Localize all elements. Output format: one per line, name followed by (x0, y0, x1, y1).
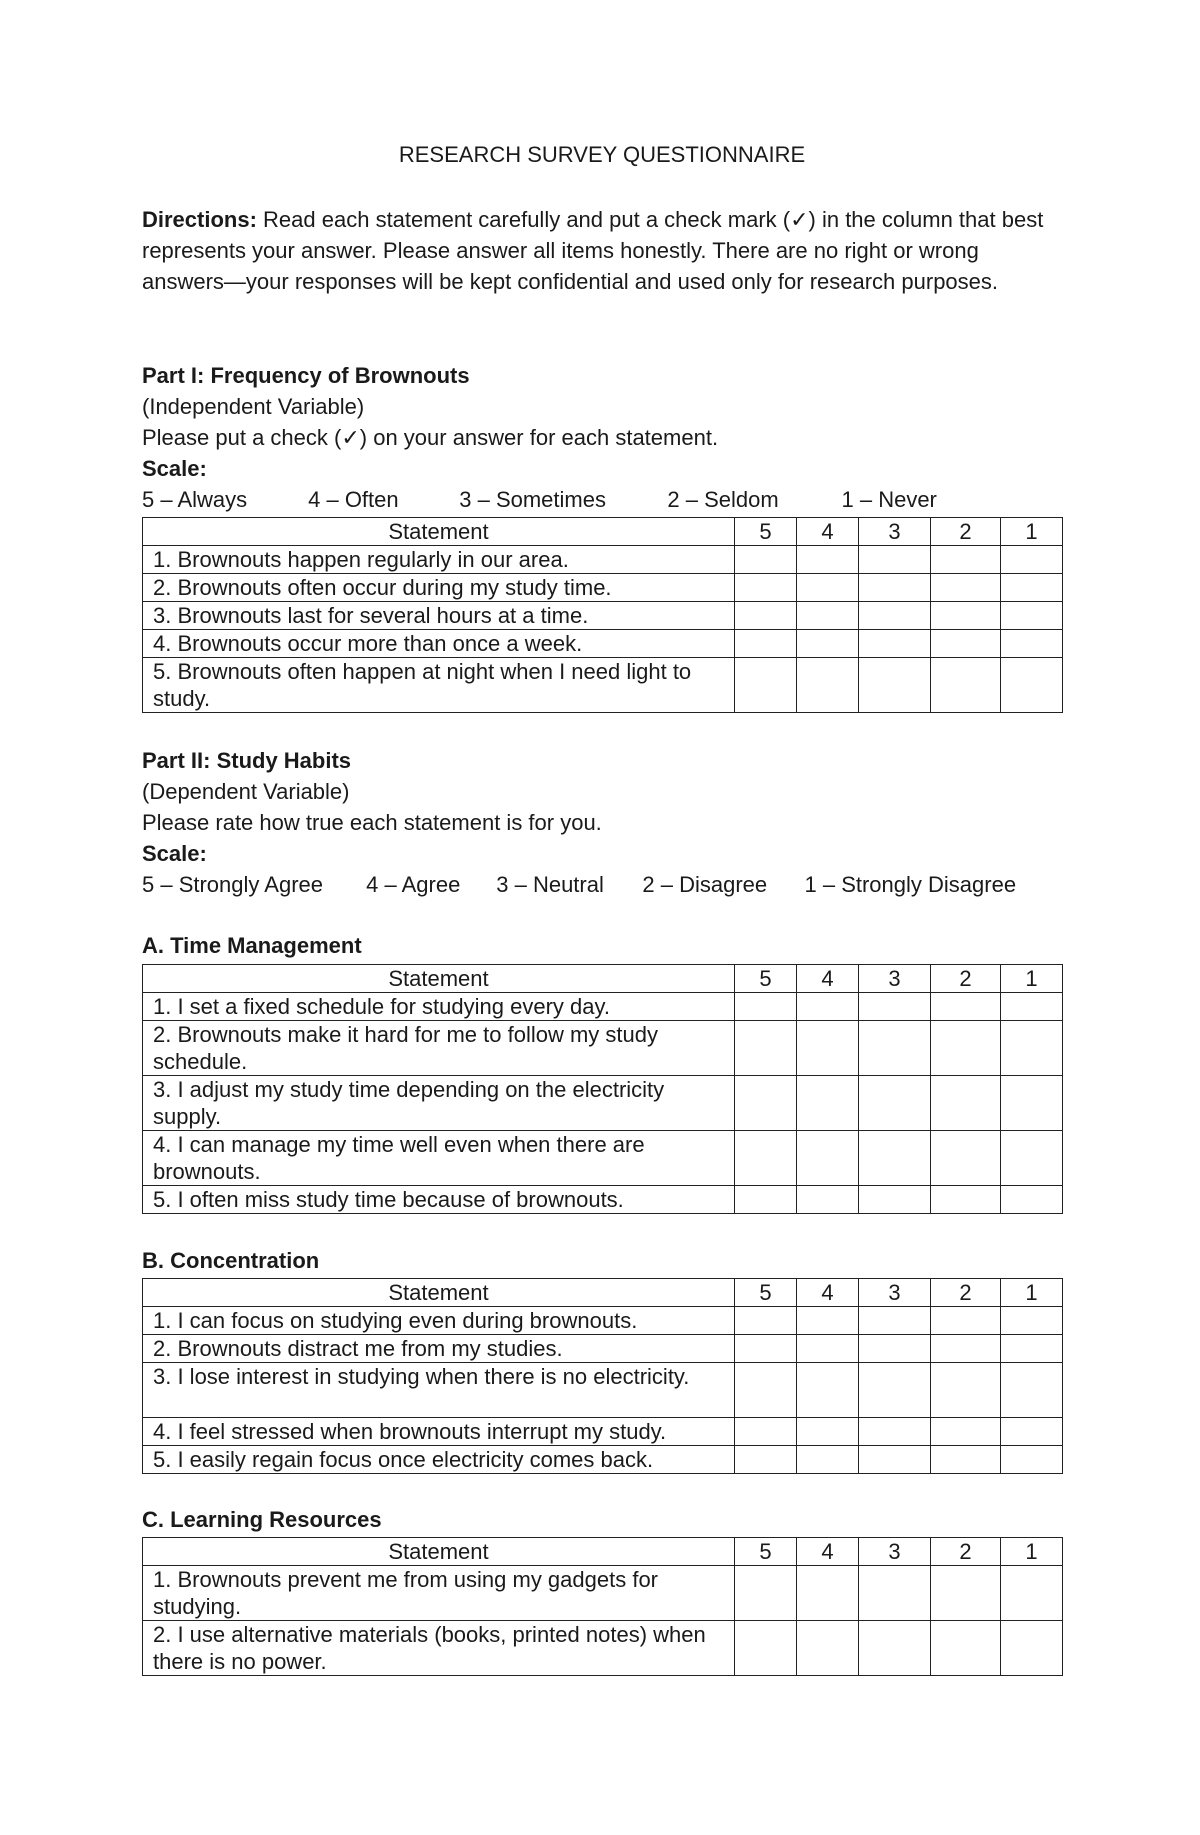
option-header: 1 (1001, 1279, 1063, 1307)
rating-cell-5[interactable] (735, 1021, 797, 1076)
rating-cell-3[interactable] (859, 1621, 931, 1676)
rating-cell-2[interactable] (931, 630, 1001, 658)
part1-header (142, 360, 1062, 515)
rating-cell-5[interactable] (735, 1418, 797, 1446)
rating-cell-4[interactable] (797, 1621, 859, 1676)
rating-cell-3[interactable] (859, 658, 931, 713)
rating-cell-2[interactable] (931, 658, 1001, 713)
rating-cell-5[interactable] (735, 602, 797, 630)
rating-cell-3[interactable] (859, 1131, 931, 1186)
scale-item: 5 – Strongly Agree (142, 872, 324, 897)
rating-cell-1[interactable] (1001, 1621, 1063, 1676)
rating-cell-4[interactable] (797, 1566, 859, 1621)
rating-cell-1[interactable] (1001, 1335, 1063, 1363)
rating-cell-4[interactable] (797, 658, 859, 713)
part1-variable: (Independent Variable) (142, 394, 365, 419)
statement-cell: 5. I often miss study time because of brownouts. (143, 1186, 735, 1214)
rating-cell-1[interactable] (1001, 1363, 1063, 1418)
option-header: 3 (859, 518, 931, 546)
table-row (143, 1363, 1063, 1418)
part1-instruction: Please put a check (✓) on your answer for each statement. (142, 425, 719, 450)
table-header-row (143, 1279, 1063, 1307)
option-header: 5 (735, 965, 797, 993)
scale-item: 3 – Sometimes (459, 487, 606, 512)
rating-cell-5[interactable] (735, 630, 797, 658)
rating-cell-2[interactable] (931, 1621, 1001, 1676)
rating-cell-3[interactable] (859, 993, 931, 1021)
rating-cell-2[interactable] (931, 1566, 1001, 1621)
scale-item: 3 – Neutral (496, 872, 604, 897)
part1-scale (142, 484, 1062, 515)
rating-cell-4[interactable] (797, 1021, 859, 1076)
rating-cell-2[interactable] (931, 1076, 1001, 1131)
scale-item: 5 – Always (142, 487, 248, 512)
rating-cell-1[interactable] (1001, 1021, 1063, 1076)
scale-item: 4 – Often (308, 487, 399, 512)
rating-cell-5[interactable] (735, 1446, 797, 1474)
rating-cell-3[interactable] (859, 1076, 931, 1131)
option-header: 2 (931, 1538, 1001, 1566)
table-row (143, 1186, 1063, 1214)
statement-cell: 4. I feel stressed when brownouts interrupt my study. (143, 1418, 735, 1446)
table-row (143, 1418, 1063, 1446)
rating-cell-5[interactable] (735, 658, 797, 713)
rating-cell-2[interactable] (931, 1363, 1001, 1418)
rating-cell-1[interactable] (1001, 1418, 1063, 1446)
rating-cell-1[interactable] (1001, 574, 1063, 602)
concentration-table (142, 1278, 1063, 1474)
statement-cell: 4. Brownouts occur more than once a week. (143, 630, 735, 658)
rating-cell-5[interactable] (735, 1335, 797, 1363)
option-header: 4 (797, 1538, 859, 1566)
statement-header: Statement (143, 1538, 735, 1566)
rating-cell-4[interactable] (797, 1076, 859, 1131)
directions-text: Read each statement carefully and put a check mark (✓) in the column that best represents your answer. Please answer all items honestly. There are no right or wrong answers—your responses will be kept confidential and used only for research purposes. (142, 207, 1044, 294)
table-row (143, 630, 1063, 658)
rating-cell-4[interactable] (797, 1186, 859, 1214)
rating-cell-3[interactable] (859, 1446, 931, 1474)
rating-cell-1[interactable] (1001, 1131, 1063, 1186)
option-header: 2 (931, 518, 1001, 546)
statement-cell: 2. I use alternative materials (books, printed notes) when there is no power. (143, 1621, 735, 1676)
statement-cell: 3. I adjust my study time depending on the electricity supply. (143, 1076, 735, 1131)
table-row (143, 546, 1063, 574)
scale-item: 2 – Disagree (642, 872, 768, 897)
scale-item: 4 – Agree (366, 872, 461, 897)
option-header: 5 (735, 1279, 797, 1307)
rating-cell-2[interactable] (931, 993, 1001, 1021)
rating-cell-4[interactable] (797, 993, 859, 1021)
rating-cell-1[interactable] (1001, 993, 1063, 1021)
part1-scale-label: Scale: (142, 456, 207, 481)
option-header: 3 (859, 1538, 931, 1566)
option-header: 2 (931, 1279, 1001, 1307)
rating-cell-3[interactable] (859, 1566, 931, 1621)
part2-scale-label: Scale: (142, 841, 207, 866)
rating-cell-5[interactable] (735, 1566, 797, 1621)
table-row (143, 1566, 1063, 1621)
scale-item: 2 – Seldom (667, 487, 779, 512)
part2-instruction: Please rate how true each statement is for you. (142, 810, 602, 835)
table-row (143, 574, 1063, 602)
table-row (143, 1621, 1063, 1676)
rating-cell-3[interactable] (859, 1418, 931, 1446)
option-header: 5 (735, 1538, 797, 1566)
rating-cell-3[interactable] (859, 1186, 931, 1214)
section-b-heading: B. Concentration (142, 1248, 320, 1273)
rating-cell-3[interactable] (859, 1363, 931, 1418)
rating-cell-4[interactable] (797, 1363, 859, 1418)
rating-cell-5[interactable] (735, 1363, 797, 1418)
table-row (143, 1307, 1063, 1335)
rating-cell-1[interactable] (1001, 1446, 1063, 1474)
statement-cell: 1. Brownouts prevent me from using my gadgets for studying. (143, 1566, 735, 1621)
rating-cell-4[interactable] (797, 1418, 859, 1446)
rating-cell-2[interactable] (931, 1446, 1001, 1474)
part2-heading: Part II: Study Habits (142, 748, 352, 773)
rating-cell-1[interactable] (1001, 602, 1063, 630)
statement-cell: 1. I set a fixed schedule for studying every day. (143, 993, 735, 1021)
rating-cell-4[interactable] (797, 1446, 859, 1474)
rating-cell-1[interactable] (1001, 546, 1063, 574)
rating-cell-2[interactable] (931, 602, 1001, 630)
rating-cell-5[interactable] (735, 1076, 797, 1131)
time-management-table (142, 964, 1063, 1214)
rating-cell-3[interactable] (859, 1307, 931, 1335)
statement-cell: 2. Brownouts make it hard for me to follow my study schedule. (143, 1021, 735, 1076)
rating-cell-3[interactable] (859, 630, 931, 658)
option-header: 4 (797, 965, 859, 993)
rating-cell-5[interactable] (735, 574, 797, 602)
statement-cell: 2. Brownouts distract me from my studies. (143, 1335, 735, 1363)
table-row (143, 993, 1063, 1021)
rating-cell-5[interactable] (735, 1307, 797, 1335)
statement-header: Statement (143, 518, 735, 546)
rating-cell-1[interactable] (1001, 630, 1063, 658)
rating-cell-5[interactable] (735, 1186, 797, 1214)
rating-cell-5[interactable] (735, 993, 797, 1021)
table-row (143, 1021, 1063, 1076)
part2-scale (142, 869, 1062, 900)
rating-cell-4[interactable] (797, 1131, 859, 1186)
rating-cell-1[interactable] (1001, 1186, 1063, 1214)
statement-cell: 5. I easily regain focus once electricity comes back. (143, 1446, 735, 1474)
rating-cell-1[interactable] (1001, 1076, 1063, 1131)
option-header: 1 (1001, 965, 1063, 993)
rating-cell-2[interactable] (931, 1335, 1001, 1363)
part2-header (142, 745, 1062, 900)
rating-cell-3[interactable] (859, 546, 931, 574)
table-header-row (143, 518, 1063, 546)
part1-heading: Part I: Frequency of Brownouts (142, 363, 470, 388)
table-row (143, 1335, 1063, 1363)
rating-cell-3[interactable] (859, 602, 931, 630)
table-row (143, 1446, 1063, 1474)
statement-cell: 1. Brownouts happen regularly in our area. (143, 546, 735, 574)
option-header: 3 (859, 1279, 931, 1307)
rating-cell-2[interactable] (931, 574, 1001, 602)
table-row (143, 1076, 1063, 1131)
rating-cell-4[interactable] (797, 574, 859, 602)
statement-cell: 3. I lose interest in studying when there is no electricity. (143, 1363, 735, 1418)
statement-header: Statement (143, 965, 735, 993)
section-c-heading: C. Learning Resources (142, 1507, 382, 1532)
option-header: 3 (859, 965, 931, 993)
rating-cell-4[interactable] (797, 602, 859, 630)
rating-cell-4[interactable] (797, 630, 859, 658)
directions-label: Directions: (142, 207, 257, 232)
option-header: 1 (1001, 1538, 1063, 1566)
table-header-row (143, 965, 1063, 993)
part1-table (142, 517, 1063, 713)
statement-cell: 2. Brownouts often occur during my study time. (143, 574, 735, 602)
rating-cell-5[interactable] (735, 1621, 797, 1676)
table-row (143, 602, 1063, 630)
rating-cell-3[interactable] (859, 1021, 931, 1076)
option-header: 2 (931, 965, 1001, 993)
option-header: 1 (1001, 518, 1063, 546)
option-header: 4 (797, 518, 859, 546)
rating-cell-5[interactable] (735, 546, 797, 574)
page-title: RESEARCH SURVEY QUESTIONNAIRE (398, 142, 806, 167)
rating-cell-2[interactable] (931, 1307, 1001, 1335)
directions-paragraph (142, 204, 1062, 297)
scale-item: 1 – Never (841, 487, 937, 512)
rating-cell-3[interactable] (859, 574, 931, 602)
rating-cell-4[interactable] (797, 1335, 859, 1363)
table-row (143, 1131, 1063, 1186)
learning-resources-table (142, 1537, 1063, 1676)
rating-cell-1[interactable] (1001, 658, 1063, 713)
rating-cell-2[interactable] (931, 1186, 1001, 1214)
statement-header: Statement (143, 1279, 735, 1307)
rating-cell-2[interactable] (931, 1131, 1001, 1186)
table-row (143, 658, 1063, 713)
section-a-heading: A. Time Management (142, 933, 362, 958)
statement-cell: 1. I can focus on studying even during brownouts. (143, 1307, 735, 1335)
option-header: 4 (797, 1279, 859, 1307)
rating-cell-2[interactable] (931, 546, 1001, 574)
table-header-row (143, 1538, 1063, 1566)
rating-cell-4[interactable] (797, 546, 859, 574)
scale-item: 1 – Strongly Disagree (804, 872, 1017, 897)
rating-cell-3[interactable] (859, 1335, 931, 1363)
rating-cell-1[interactable] (1001, 1566, 1063, 1621)
rating-cell-4[interactable] (797, 1307, 859, 1335)
statement-cell: 3. Brownouts last for several hours at a time. (143, 602, 735, 630)
part2-variable: (Dependent Variable) (142, 779, 350, 804)
rating-cell-2[interactable] (931, 1418, 1001, 1446)
statement-cell: 5. Brownouts often happen at night when I need light to study. (143, 658, 735, 713)
rating-cell-2[interactable] (931, 1021, 1001, 1076)
statement-cell: 4. I can manage my time well even when there are brownouts. (143, 1131, 735, 1186)
rating-cell-1[interactable] (1001, 1307, 1063, 1335)
option-header: 5 (735, 518, 797, 546)
rating-cell-5[interactable] (735, 1131, 797, 1186)
